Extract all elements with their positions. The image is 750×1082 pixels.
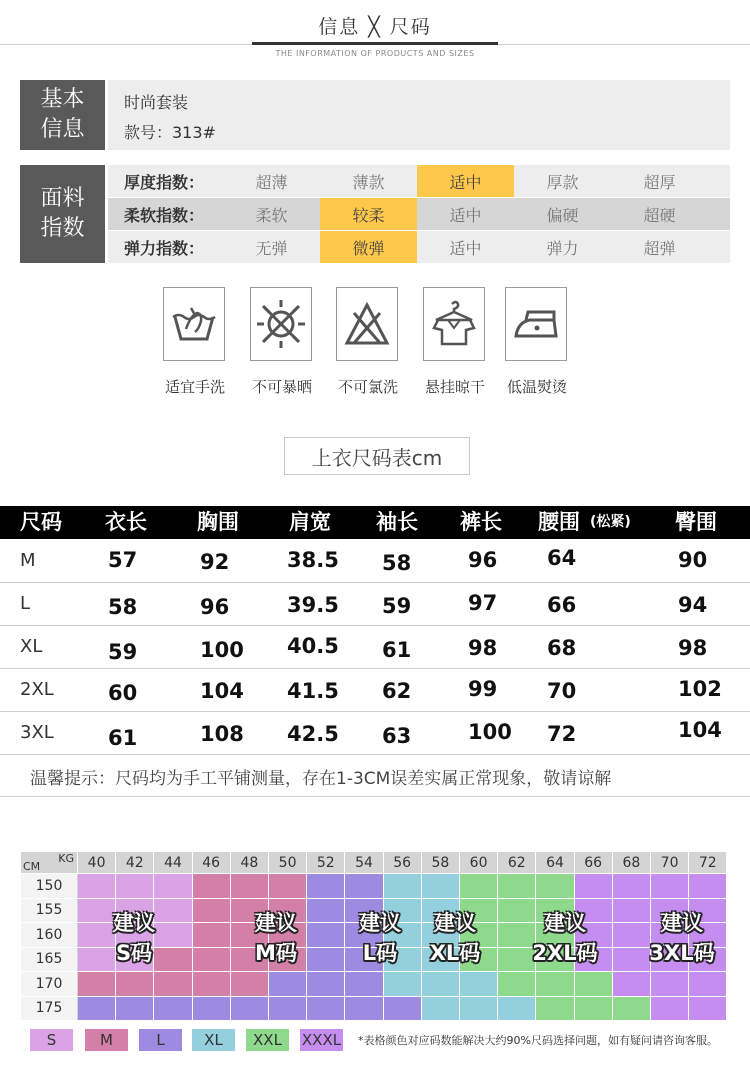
- fabric-option: 厚款: [546, 172, 579, 192]
- fabric-option: 柔软: [255, 205, 288, 225]
- weight-header: 40: [78, 852, 116, 874]
- basic-info-label: [20, 80, 105, 150]
- header-waist: 腰围: [538, 510, 580, 534]
- chart-cell-m: [193, 874, 231, 899]
- measurement-cell: 61: [382, 638, 412, 662]
- chart-corner: [21, 852, 78, 874]
- weight-header: 70: [651, 852, 689, 874]
- legend-item: XXL: [246, 1029, 289, 1051]
- measurement-cell: 102: [678, 677, 722, 701]
- measurement-cell: 40.5: [287, 634, 339, 658]
- fabric-option: 弹力: [546, 238, 579, 258]
- measurement-tip: 温馨提示：尺码均为手工平铺测量，存在1-3CM误差实属正常现象，敬请谅解: [30, 769, 612, 789]
- chart-cell-xxxl: [613, 972, 651, 997]
- height-header: 155: [21, 899, 78, 924]
- corner-kg: KG: [58, 852, 74, 865]
- page-title: 信息 ╳ 尺码: [318, 16, 432, 38]
- header-waist-elastic: (松紧): [590, 514, 631, 530]
- chart-cell-xxl: [536, 972, 574, 997]
- chart-cell-xxl: [575, 972, 613, 997]
- chart-cell-l: [345, 972, 383, 997]
- fabric-option-selected: 较柔: [320, 198, 417, 230]
- low-iron-icon: [505, 287, 567, 361]
- size-table-header: [0, 506, 750, 539]
- care-item: [423, 287, 487, 396]
- chart-cell-m: [116, 972, 154, 997]
- measurement-cell: 58: [382, 551, 412, 575]
- chart-cell-xxxl: [689, 972, 727, 997]
- fabric-option: 超厚: [643, 172, 676, 192]
- chart-cell-m: [231, 972, 269, 997]
- hang-dry-icon: [423, 287, 485, 361]
- fabric-row: [108, 198, 730, 230]
- table-row: [0, 540, 750, 583]
- chart-cell-xxl: [498, 874, 536, 899]
- recommendation-line2: L码: [362, 941, 398, 965]
- chart-cell-l: [231, 997, 269, 1022]
- measurement-cell: 41.5: [287, 679, 339, 703]
- fabric-option: 超薄: [255, 172, 288, 192]
- legend-item: XL: [192, 1029, 235, 1051]
- chart-cell-xxl: [536, 997, 574, 1022]
- height-header: 170: [21, 972, 78, 997]
- measurement-cell: 92: [200, 550, 230, 574]
- measurement-cell: 104: [200, 679, 244, 703]
- measurement-cell: 108: [200, 722, 244, 746]
- legend-note: *表格颜色对应码数能解决大约90%尺码选择问题，如有疑问请咨询客服。: [358, 1034, 718, 1047]
- fabric-option: 薄款: [352, 172, 385, 192]
- size-recommendation: [632, 908, 732, 968]
- fabric-index-label: [20, 165, 105, 263]
- fabric-option: 超弹: [643, 238, 676, 258]
- size-cell: M: [20, 550, 36, 571]
- chart-cell-xl: [460, 972, 498, 997]
- chart-cell-l: [78, 997, 116, 1022]
- height-header: 160: [21, 923, 78, 948]
- table-row: [0, 669, 750, 712]
- chart-cell-xxxl: [651, 874, 689, 899]
- size-cell: L: [20, 593, 31, 614]
- measurement-cell: 104: [678, 718, 722, 742]
- header-pants-length: 裤长: [460, 510, 502, 534]
- basic-info-box: [108, 80, 730, 150]
- care-item: [505, 287, 569, 396]
- table-bottom-divider: [0, 796, 750, 797]
- care-label: 低温熨烫: [506, 378, 567, 396]
- weight-header: 46: [193, 852, 231, 874]
- chart-cell-xxl: [575, 997, 613, 1022]
- measurement-cell: 61: [108, 726, 138, 750]
- page-subtitle: THE INFORMATION OF PRODUCTS AND SIZES: [275, 49, 475, 58]
- chart-cell-l: [193, 997, 231, 1022]
- fabric-row: [108, 165, 730, 197]
- care-item: [336, 287, 400, 396]
- chart-cell-xxl: [536, 874, 574, 899]
- recommendation-line1: 建议: [661, 911, 703, 935]
- fabric-row: [108, 231, 730, 263]
- measurement-cell: 64: [547, 546, 577, 570]
- care-label: 不可氯洗: [337, 378, 398, 396]
- measurement-cell: 42.5: [287, 722, 339, 746]
- chart-cell-l: [384, 997, 422, 1022]
- measurement-cell: 57: [108, 548, 138, 572]
- header-hip: 臀围: [675, 510, 717, 534]
- recommendation-line1: 建议: [255, 911, 297, 935]
- fabric-row-name: 厚度指数：: [124, 172, 205, 192]
- legend-item: M: [85, 1029, 128, 1051]
- measurement-cell: 60: [108, 681, 138, 705]
- weight-header: 58: [422, 852, 460, 874]
- weight-header: 62: [498, 852, 536, 874]
- chart-cell-xl: [384, 972, 422, 997]
- weight-header: 56: [384, 852, 422, 874]
- fabric-row-name: 弹力指数：: [124, 238, 205, 258]
- legend-item: S: [30, 1029, 73, 1051]
- fabric-option-selected: 适中: [417, 165, 514, 197]
- measurement-cell: 38.5: [287, 548, 339, 572]
- measurement-cell: 68: [547, 636, 577, 660]
- measurement-cell: 58: [108, 595, 138, 619]
- height-header: 165: [21, 948, 78, 973]
- chart-cell-l: [307, 874, 345, 899]
- recommendation-line2: M码: [255, 941, 297, 965]
- chart-cell-m: [78, 972, 116, 997]
- no-bleach-icon: [336, 287, 398, 361]
- measurement-cell: 96: [468, 548, 498, 572]
- product-name: 时尚套装: [124, 93, 189, 112]
- chart-cell-xxxl: [651, 972, 689, 997]
- size-recommendation: [405, 908, 505, 968]
- chart-cell-s: [154, 874, 192, 899]
- chart-cell-xxl: [460, 874, 498, 899]
- fabric-option: 适中: [449, 205, 482, 225]
- chart-cell-xxxl: [613, 874, 651, 899]
- recommendation-line1: 建议: [359, 911, 401, 935]
- weight-header: 66: [575, 852, 613, 874]
- chart-cell-s: [78, 874, 116, 899]
- recommendation-line2: S码: [115, 941, 153, 965]
- recommendation-line1: 建议: [434, 911, 476, 935]
- fabric-option: 无弹: [255, 238, 288, 258]
- weight-header: 72: [689, 852, 727, 874]
- fabric-option: 适中: [449, 238, 482, 258]
- chart-cell-xxxl: [689, 997, 727, 1022]
- measurement-cell: 97: [468, 591, 498, 615]
- no-sun-dry-icon: [250, 287, 312, 361]
- header-length: 衣长: [105, 510, 147, 534]
- fabric-row-name: 柔软指数：: [124, 205, 205, 225]
- measurement-cell: 63: [382, 724, 412, 748]
- care-label: 适宜手洗: [164, 378, 225, 396]
- table-row: [0, 712, 750, 755]
- size-recommendation: [226, 908, 326, 968]
- height-header: 175: [21, 997, 78, 1022]
- header-shoulder: 肩宽: [289, 510, 331, 534]
- header-accent-bar: [252, 42, 498, 45]
- size-recommendation: [84, 908, 184, 968]
- size-table-title: 上衣尺码表cm: [284, 437, 470, 475]
- chart-cell-xl: [422, 972, 460, 997]
- header-chest: 胸围: [197, 510, 239, 534]
- measurement-cell: 96: [200, 595, 230, 619]
- chart-cell-xl: [422, 997, 460, 1022]
- weight-header: 60: [460, 852, 498, 874]
- weight-height-chart: [21, 852, 728, 1022]
- care-label: 不可暴晒: [251, 378, 312, 396]
- chart-cell-m: [269, 874, 307, 899]
- table-row: [0, 583, 750, 626]
- weight-header: 64: [536, 852, 574, 874]
- measurement-cell: 100: [468, 720, 512, 744]
- chart-cell-xxxl: [651, 997, 689, 1022]
- measurement-cell: 70: [547, 679, 577, 703]
- fabric-option: 超硬: [643, 205, 676, 225]
- chart-cell-l: [116, 997, 154, 1022]
- chart-cell-m: [231, 874, 269, 899]
- chart-cell-xxl: [498, 972, 536, 997]
- chart-cell-l: [345, 874, 383, 899]
- measurement-cell: 90: [678, 548, 708, 572]
- fabric-option: 偏硬: [546, 205, 579, 225]
- height-header: 150: [21, 874, 78, 899]
- measurement-cell: 98: [678, 636, 708, 660]
- measurement-cell: 59: [108, 640, 138, 664]
- measurement-cell: 72: [547, 722, 577, 746]
- recommendation-line2: XL码: [429, 941, 481, 965]
- size-cell: 3XL: [20, 722, 54, 743]
- fabric-label-line1: 面料: [40, 186, 85, 211]
- weight-header: 68: [613, 852, 651, 874]
- recommendation-line2: 3XL码: [649, 941, 715, 965]
- measurement-cell: 98: [468, 636, 498, 660]
- chart-cell-xxxl: [575, 874, 613, 899]
- legend-item: L: [139, 1029, 182, 1051]
- chart-cell-xl: [460, 997, 498, 1022]
- chart-cell-xxxl: [689, 874, 727, 899]
- basic-info-label-line1: 基本: [40, 87, 85, 112]
- hand-wash-icon: [163, 287, 225, 361]
- chart-cell-s: [116, 874, 154, 899]
- weight-header: 44: [154, 852, 192, 874]
- size-cell: XL: [20, 636, 43, 657]
- weight-header: 50: [269, 852, 307, 874]
- chart-cell-l: [345, 997, 383, 1022]
- care-label: 悬挂晾干: [424, 378, 485, 396]
- measurement-cell: 39.5: [287, 593, 339, 617]
- chart-cell-l: [269, 997, 307, 1022]
- measurement-cell: 62: [382, 679, 412, 703]
- chart-cell-l: [154, 997, 192, 1022]
- measurement-cell: 94: [678, 593, 708, 617]
- chart-cell-l: [307, 972, 345, 997]
- chart-cell-xl: [498, 997, 536, 1022]
- recommendation-line2: 2XL码: [532, 941, 598, 965]
- measurement-cell: 66: [547, 593, 577, 617]
- basic-info-label-line2: 信息: [40, 117, 85, 142]
- care-item: [163, 287, 227, 396]
- corner-cm: CM: [23, 860, 41, 873]
- legend-item: XXXL: [301, 1031, 342, 1049]
- fabric-option-selected: 微弹: [320, 231, 417, 263]
- style-number: 款号：313#: [124, 123, 216, 142]
- recommendation-line1: 建议: [113, 911, 155, 935]
- chart-cell-xl: [384, 874, 422, 899]
- table-row: [0, 626, 750, 669]
- chart-cell-m: [193, 972, 231, 997]
- weight-header: 42: [116, 852, 154, 874]
- weight-header: 48: [231, 852, 269, 874]
- chart-cell-m: [154, 972, 192, 997]
- weight-header: 52: [307, 852, 345, 874]
- header-size: 尺码: [20, 510, 62, 534]
- header-sleeve: 袖长: [376, 510, 418, 534]
- size-recommendation: [515, 908, 615, 968]
- care-item: [250, 287, 314, 396]
- measurement-cell: 100: [200, 638, 244, 662]
- chart-cell-l: [269, 972, 307, 997]
- chart-cell-l: [307, 997, 345, 1022]
- weight-header: 54: [345, 852, 383, 874]
- recommendation-line1: 建议: [544, 911, 586, 935]
- chart-cell-xxl: [613, 997, 651, 1022]
- measurement-cell: 59: [382, 594, 412, 618]
- chart-cell-xl: [422, 874, 460, 899]
- size-cell: 2XL: [20, 679, 54, 700]
- measurement-cell: 99: [468, 677, 498, 701]
- fabric-label-line2: 指数: [40, 216, 85, 241]
